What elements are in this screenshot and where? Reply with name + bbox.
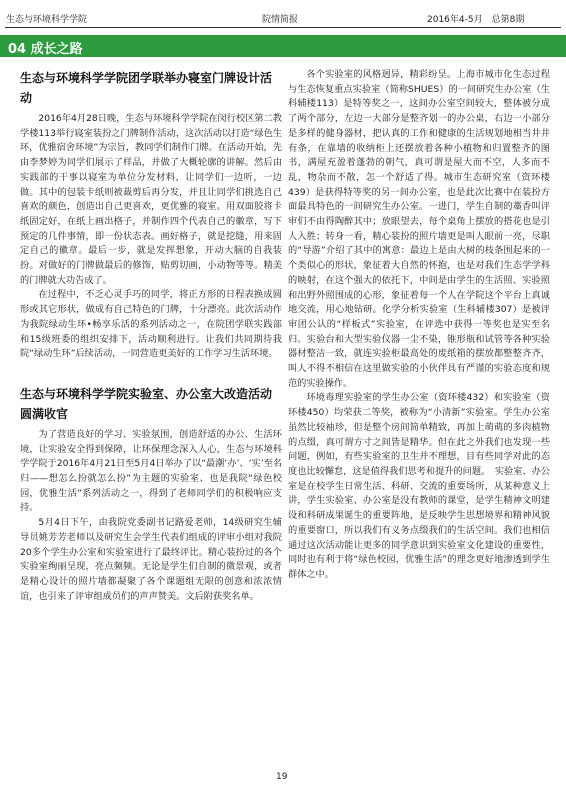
article-1-paragraph-2: 在过程中，不乏心灵手巧的同学，将正方形的日程表换成圆形或其它形状，做成有自己特色的门牌，十分漂亮。此次活动作为我院绿动生环•畅享乐活的系列活动之一，在院团学联实践部和15级班委的组织安排下，活动顺利进行。让我们共同期待我院“绿动生环”后续活动，一同营造更美好的工作学习生活环境。: [20, 289, 282, 360]
article-2-title: 生态与环境科学学院实验室、办公室大改造活动圆满收官: [20, 386, 273, 421]
header-issue-info: 2016年4-5月 总第8期: [427, 15, 525, 25]
article-2-paragraph-4: 环境毒理实验室的学生办公室（资环楼432）和实验室（资环楼450）均荣获二等奖，被称为“小清新”实验室。学生办公室虽然比较袖珍，但是整个房间简单精致，再加上萌萌的多肉植物的点缀，真可谓方寸之间皆是精华。但在此之外我们也发现一些问题，例如，有些实验室的卫生并不理想，目有些同学对此的态度也比较懈怠，这是值得我们思考和提升的问题。 实验室、办公室是在校学生日常生活、科研、交流的重要场所，从某种意义上讲，学生实验室、办公室是没有教师的课堂，是学生精神文明建设和科研成果诞生的重要阵地，是反映学生思想境界和精神风貌的重要窗口，所以我们有义务点缀我们的生活空间。我们也相信通过这次活动能让更多的同学意识到实验室文化建设的重要性，同时也有利于将“绿色校园，优雅生活”的理念更好地渗透到学生群体之中。: [288, 392, 550, 580]
article-1-paragraph-1: 2016年4月28日晚，生态与环境科学学院在闵行校区第二教学楼113举行寝室装扮之门牌制作活动，这次活动以打造“绿色生环，优雅宿舍环境”为宗旨，教同学们制作门牌。在活动开始，先由李梦婷为同学们展示了样品，并做了大概轮廓的讲解。然后由实践部的干事以寝室为单位分发材料，让同学们一边听，一边做。其中的包装卡纸则被裁剪后再分发，并且让同学们挑选自己喜欢的颜色，创造出自己更喜欢，更优雅的寝室。用双面胶将卡纸固定好，在纸上画出格子，并制作四个代表自己的徽章，写下预定的几件事情，即一份状态表。画好格子，就是挖缝，用来固定自己的徽章。最后一步，就是发挥想象，开动大脑的自我装扮。对做好的门牌做最后的修饰，贴剪切画，小动物等等。精美的门牌就大功告成了。: [20, 113, 283, 286]
header-school-name: 生态与环境科学学院: [6, 15, 88, 25]
page-header: [0, 0, 566, 28]
article-2-paragraph-2: 5月4日下午，由我院党委副书记路爱老师，14级研究生辅导员姚芳芳老师以及研究生会学生代表们组成的评审小组对我院20多个学生办公室和实验室进行了最终评比。精心装扮过的各个实验室绚丽呈现，亮点频频。无论是学生们自制的微景观，或者是精心设计的照片墙都凝聚了各个课题组无限的创意和浓浓情谊，也引来了评审组成员们的声声赞美。文后附获奖名单。: [20, 517, 282, 602]
right-column: [288, 68, 550, 583]
section-banner: [0, 35, 566, 57]
header-publication-name: 院情简报: [262, 15, 299, 25]
section-label: 04 成长之路: [8, 42, 83, 57]
header-divider: [5, 27, 561, 28]
article-2-paragraph-3: 各个实验室的风格迥异，精彩纷呈。上海市城市化生态过程与生态恢复重点实验室（简称SHUES）的一间研究生办公室（生科辅楼113）是特等奖之一，这间办公室空间较大，整体被分成了两个部分，左边一大部分是整齐划一的办公桌，右边一小部分是多样的健身器材，把认真的工作和健康的生活规划地相当井井有条，在靠墙的收纳柜上还摆放着各种小植物和归置整齐的图书，满屋充盈着蓬勃的朝气，真可谓是屋大而不空，人多而不乱，物杂而不散，怎一个舒适了得。城市生态研究室（资环楼439）是获得特等奖的另一间办公室，也是此次比赛中在装扮方面最具特色的一间研究生办公室。一进门，学生自制的藁香叫评审们不由得陶醉其中；放眼望去，每个桌角上摆放的搭花也是引人入胜；转身一看，精心装扮的照片墙更是叫人眼前一亮，尽职的“导游”介绍了其中的寓意：最边上是由大树的枝条围起来的一个类似心的形状，象征着大自然的怀抱，也是对我们生态学学科的映射，在这个强大的依托下，中间是由学生的生活照、实验照和出野外照围成的心形，象征着每一个人在学院这个平台上真诚地交流，用心地钻研。化学分析实验室（生科辅楼307）是被评审团公认的“样板式”实验室，在评选中获得一等奖也是实至名归。实验台和大型实验仪器一尘不染，锥形瓶和试管等各种实验器材整洁一致，就连实验柜最高处的废纸箱的摆放都整整齐齐，叫人不得不相信在这里做实验的小伙伴具有严谨的实验态度和规范的实验操作。: [288, 69, 550, 389]
left-column: [20, 68, 282, 604]
article-1-title: 生态与环境科学学院团学联举办寝室门牌设计活动: [20, 71, 273, 105]
page-number: 19: [276, 772, 288, 782]
article-2-paragraph-1: 为了营造良好的学习、实验氛围，创造舒适的办公、生活环境，让实验安全得到保障，让环保理念深入人心，生态与环境科学学院于2016年4月21日至5月4日举办了以“最潮‘办’、‘实’至名归——想怎么扮就怎么扮”为主题的实验室、也是我院“绿色校园，优雅生活”系列活动之一，得到了老师同学们的积极响应支持。: [20, 428, 282, 514]
